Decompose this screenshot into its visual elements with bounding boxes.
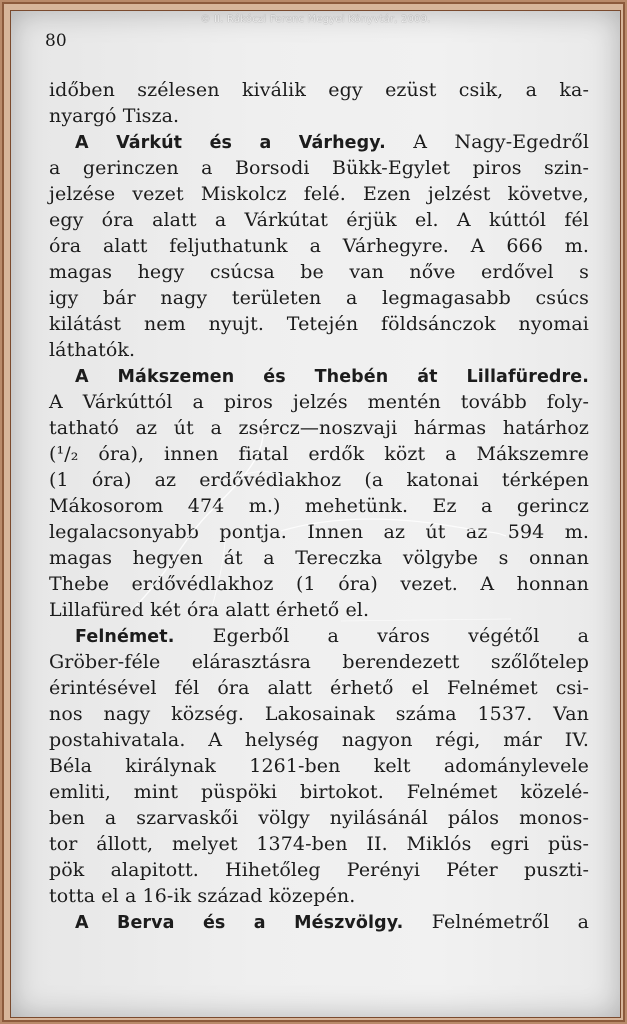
text-line: totta el a 16-ik század közepén. xyxy=(49,885,356,907)
text-line: a gerinczen a Borsodi Bükk-Egylet piros szin- xyxy=(49,157,589,179)
text-line: időben szélesen kiválik egy ezüst csik, a ka- xyxy=(49,79,589,101)
text-line: kilátást nem nyujt. Tetején földsánczok nyomai xyxy=(49,313,589,335)
section-heading: A Berva és a Mészvölgy. xyxy=(75,913,404,933)
text-line: egy óra alatt a Várkútat érjük el. A kúttól fél xyxy=(49,209,589,231)
page-number: 80 xyxy=(45,31,67,51)
text-line: tatható az út a zsércz—noszvaji hármas határhoz xyxy=(49,417,589,439)
text-line: láthatók. xyxy=(49,339,136,361)
section-heading: A Várkút és a Várhegy. xyxy=(75,133,386,153)
text-line: nos nagy község. Lakosainak száma 1537. Van xyxy=(49,703,589,725)
text-line: ben a szarvaskői völgy nyilásánál pálos monos- xyxy=(49,807,589,829)
text-line: érintésével fél óra alatt érhető el Felnémet csi- xyxy=(49,677,589,699)
text-line: Mákosorom 474 m.) mehetünk. Ez a gerincz xyxy=(49,495,589,517)
photo-frame-outer xyxy=(2,2,625,1022)
text-line: legalacsonyabb pontja. Innen az út az 594 m. xyxy=(49,521,589,543)
book-page xyxy=(10,10,621,1018)
text-line: pök alapitott. Hihetőleg Perényi Péter puszti- xyxy=(49,859,589,881)
section-heading: A Mákszemen és Thebén át Lillafüredre. xyxy=(75,367,589,387)
text-line: nyargó Tisza. xyxy=(49,105,180,127)
section-heading-line: Felnémet. Egerből a város végétől a xyxy=(75,625,589,647)
text-line: Béla királynak 1261-ben kelt adománylevele xyxy=(49,755,589,777)
text-line: A Várkúttól a piros jelzés mentén tovább foly- xyxy=(49,391,589,413)
text-line: Lillafüred két óra alatt érhető el. xyxy=(49,599,370,621)
text-line: (1 óra) az erdővédlakhoz (a katonai térképen xyxy=(49,469,589,491)
text-line: magas hegy csúcsa be van nőve erdővel s xyxy=(49,261,589,283)
text-line: tor állott, melyet 1374-ben II. Miklós egri püs- xyxy=(49,833,589,855)
text-line: postahivatala. A helység nagyon régi, már IV. xyxy=(49,729,589,751)
text-line: óra alatt feljuthatunk a Várhegyre. A 666 m. xyxy=(49,235,589,257)
page-text xyxy=(49,77,589,935)
text-line: emliti, mint püspöki birtokot. Felnémet közelé- xyxy=(49,781,589,803)
text-line: jelzése vezet Miskolcz felé. Ezen jelzést követve, xyxy=(49,183,589,205)
text-line: igy bár nagy területen a legmagasabb csúcs xyxy=(49,287,589,309)
text-line: Thebe erdővédlakhoz (1 óra) vezet. A honnan xyxy=(49,573,589,595)
section-heading: Felnémet. xyxy=(75,627,175,647)
section-heading-line: A Várkút és a Várhegy. A Nagy-Egedről xyxy=(75,131,589,153)
text-line: magas hegyen át a Tereczka völgybe s onnan xyxy=(49,547,589,569)
text-line: (¹/₂ óra), innen fiatal erdők közt a Mákszemre xyxy=(49,443,589,465)
copyright-notice: © II. Rákóczi Ferenc Megyei Könyvtár, 2009. xyxy=(200,14,431,25)
section-heading-line xyxy=(49,363,589,389)
text-line: Gröber-féle elárasztásra berendezett szőlőtelep xyxy=(49,651,589,673)
section-heading-line: A Berva és a Mészvölgy. Felnémetről a xyxy=(75,911,590,933)
